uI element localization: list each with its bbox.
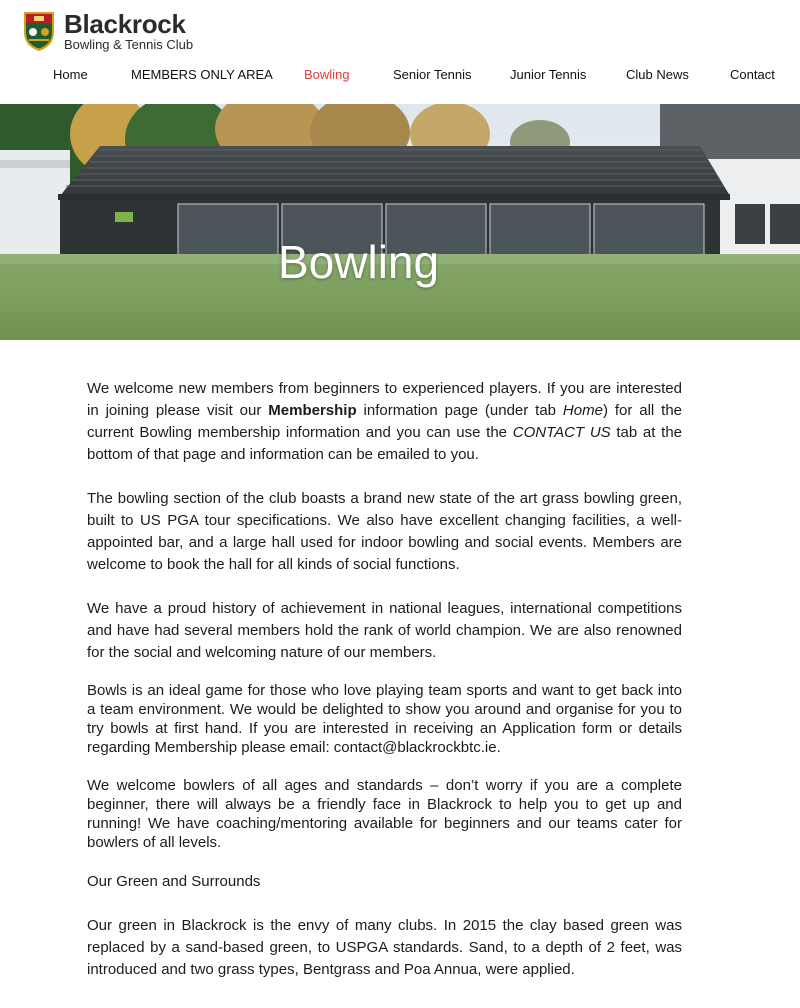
main-nav (0, 62, 800, 90)
home-tab-ref: Home (562, 402, 603, 419)
nav-item-contact[interactable]: Contact (730, 67, 775, 82)
hero-banner (0, 104, 800, 340)
intro-paragraph (87, 378, 682, 466)
intro-text-a: We welcome new members from beginners to experienced players. If you are interested in joining please visit our (87, 380, 682, 419)
brand-subtitle: Bowling & Tennis Club (64, 37, 194, 52)
intro-text-c: ) for all the current Bowling membership information and you can use the (87, 402, 682, 441)
club-logo[interactable] (20, 10, 200, 54)
intro-text-d: tab at the bottom of that page and information can be emailed to you. (87, 424, 683, 463)
clubhouse-photo (0, 104, 800, 340)
site-header (0, 0, 800, 104)
nav-item-senior-tennis[interactable]: Senior Tennis (393, 67, 472, 82)
intro-text-b: information page (under tab (356, 402, 563, 419)
nav-item-junior-tennis[interactable]: Junior Tennis (510, 67, 587, 82)
main-content (87, 378, 682, 981)
contact-us-ref: CONTACT US (512, 424, 611, 441)
brand-name: Blackrock (64, 9, 186, 39)
green-subheading: Our Green and Surrounds (87, 873, 261, 890)
nav-item-bowling[interactable]: Bowling (304, 67, 350, 82)
membership-link[interactable]: Membership (268, 402, 357, 419)
green-paragraph: Our green in Blackrock is the envy of many clubs. In 2015 the clay based green was replaced by a sand-based green, to USPGA standards. Sand, to a depth of 2 feet, was introduced and two grass types, Bentgrass and Poa Annua, were applied. (87, 917, 682, 978)
club-crest-icon (22, 10, 56, 52)
history-paragraph: We have a proud history of achievement in national leagues, international competitions and have had several members hold the rank of world champion. We are also renowned for the social and welcoming nature of our members. (87, 600, 682, 661)
nav-item-members-only-area[interactable]: MEMBERS ONLY AREA (131, 67, 273, 82)
nav-item-home[interactable]: Home (53, 67, 88, 82)
bowls-paragraph: Bowls is an ideal game for those who love playing team sports and want to get back into a team environment. We would be delighted to show you around and organise for you to try bowls at first hand. If you are interested in receiving an Application form or details regarding Membership please email: contact@blackrockbtc.ie. (87, 682, 682, 756)
page-title: Bowling (278, 236, 440, 288)
nav-item-club-news[interactable]: Club News (626, 67, 689, 82)
facilities-paragraph: The bowling section of the club boasts a brand new state of the art grass bowling green, built to US PGA tour specifications. We also have excellent changing facilities, a well-appointed bar, and a large hall used for indoor bowling and social events. Members are welcome to book the hall for all kinds of social functions. (87, 490, 682, 573)
welcome-paragraph: We welcome bowlers of all ages and standards – don’t worry if you are a complete beginner, there will always be a friendly face in Blackrock to help you to get up and running! We have coaching/mentoring available for beginners and our teams cater for bowlers of all levels. (87, 777, 682, 851)
